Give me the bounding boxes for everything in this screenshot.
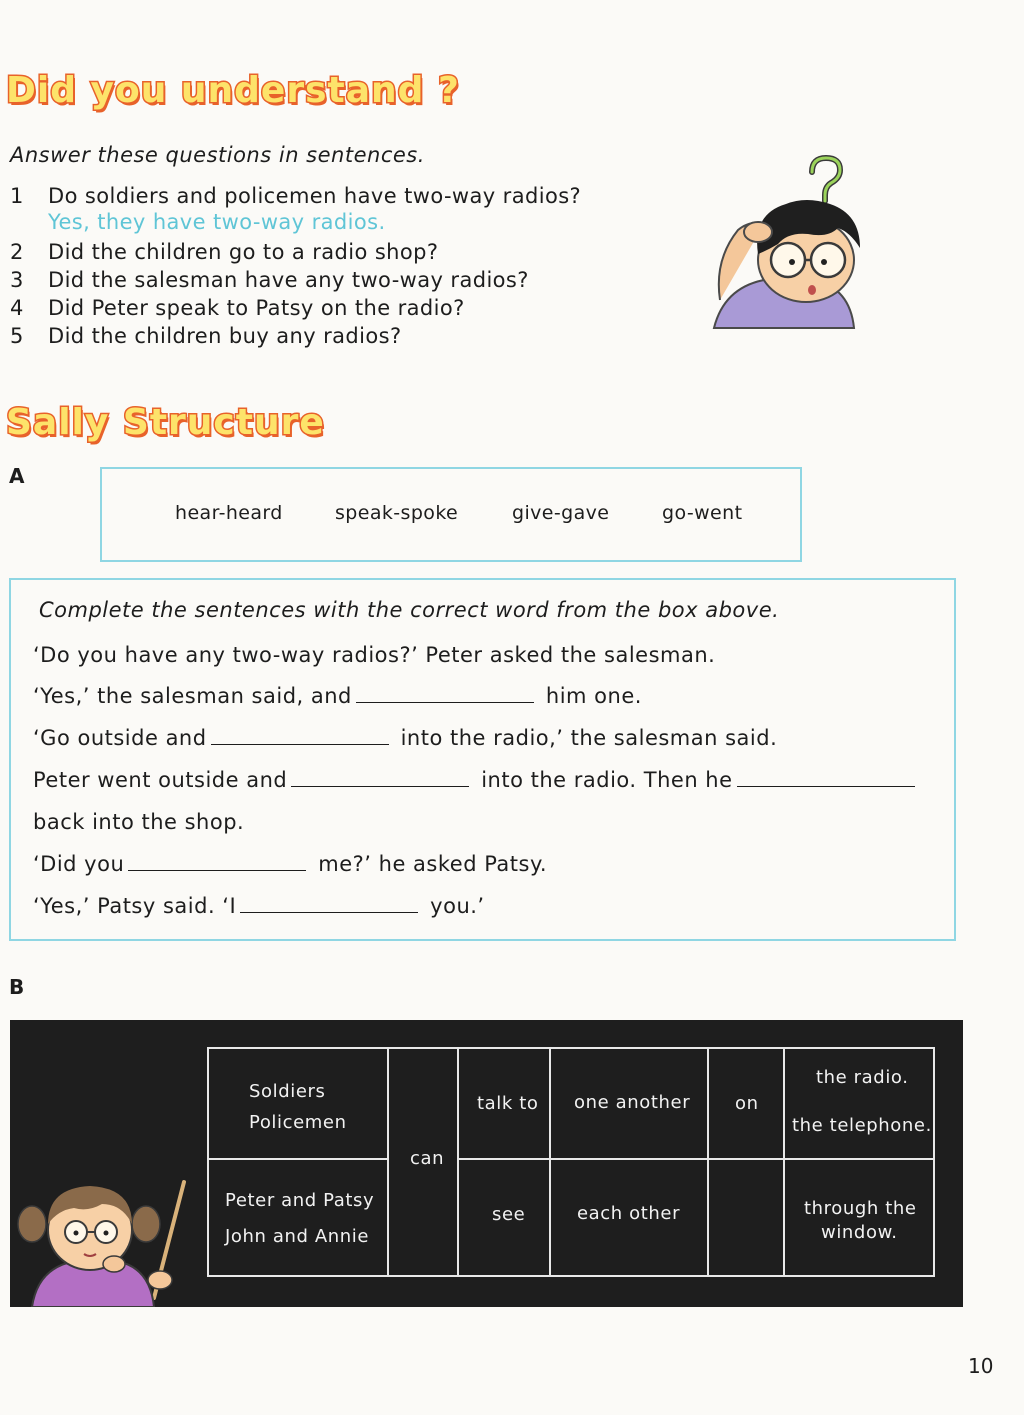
table-verb: talk to	[477, 1093, 539, 1114]
question-text: Did the salesman have any two-way radios?	[48, 268, 529, 292]
question-text: Did Peter speak to Patsy on the radio?	[48, 296, 465, 320]
line-text: Peter went outside and	[33, 768, 288, 792]
table-modal: can	[410, 1148, 445, 1169]
confused-boy-question-mark-icon	[700, 150, 880, 340]
line-text: ‘Did you	[33, 852, 125, 876]
section-heading-did-you-understand: Did you understand ?	[6, 70, 460, 111]
line-text: into the radio. Then he	[481, 768, 733, 792]
line-text: ‘Go outside and	[33, 726, 207, 750]
line-text: ‘Yes,’ Patsy said. ‘I	[33, 894, 237, 918]
line-text: back into the shop.	[33, 810, 245, 834]
question-item	[10, 266, 690, 294]
table-subject: Soldiers	[249, 1081, 326, 1102]
answer-blank[interactable]	[211, 727, 389, 745]
answer-blank[interactable]	[737, 769, 915, 787]
question-number: 2	[10, 240, 24, 264]
answer-blank[interactable]	[291, 769, 469, 787]
question-number: 5	[10, 324, 24, 348]
completion-exercise-box	[9, 578, 956, 941]
table-ending: the telephone.	[792, 1115, 932, 1136]
question-item	[10, 238, 690, 266]
question-number: 1	[10, 184, 24, 208]
line-text: you.’	[430, 894, 485, 918]
table-preposition: on	[735, 1093, 759, 1114]
section-heading-sally-structure: Sally Structure	[6, 402, 325, 443]
word-pair: give-gave	[512, 502, 610, 524]
question-number: 3	[10, 268, 24, 292]
page-number: 10	[968, 1354, 994, 1378]
answer-blank[interactable]	[356, 685, 534, 703]
exercise-line	[33, 726, 777, 750]
word-box	[100, 467, 802, 562]
line-text: ‘Do you have any two-way radios?’ Peter asked the salesman.	[33, 643, 716, 667]
exercise-line	[33, 684, 642, 708]
table-subject: Policemen	[249, 1112, 347, 1133]
exercise-label-b: B	[9, 975, 25, 999]
table-ending: through the	[804, 1198, 917, 1219]
line-text: me?’ he asked Patsy.	[318, 852, 548, 876]
line-text: into the radio,’ the salesman said.	[400, 726, 778, 750]
completion-instruction: Complete the sentences with the correct word from the box above.	[39, 598, 780, 622]
example-answer: Yes, they have two-way radios.	[48, 210, 386, 234]
exercise-line	[33, 810, 244, 834]
table-ending: window.	[821, 1222, 898, 1243]
question-text: Did the children go to a radio shop?	[48, 240, 439, 264]
question-number: 4	[10, 296, 24, 320]
question-item	[10, 182, 690, 210]
question-text: Did the children buy any radios?	[48, 324, 402, 348]
girl-with-pointer-icon	[14, 1168, 194, 1307]
word-pair: speak-spoke	[335, 502, 459, 524]
line-text: him one.	[545, 684, 642, 708]
questions-instruction: Answer these questions in sentences.	[10, 143, 425, 167]
exercise-line	[33, 852, 547, 876]
word-pair: hear-heard	[175, 502, 283, 524]
substitution-table-panel	[10, 1020, 963, 1307]
exercise-label-a: A	[9, 464, 25, 488]
question-text: Do soldiers and policemen have two-way radios?	[48, 184, 582, 208]
question-list	[10, 182, 690, 350]
question-item	[10, 322, 690, 350]
table-object: one another	[574, 1092, 691, 1113]
word-pair: go-went	[662, 502, 743, 524]
table-object: each other	[577, 1203, 681, 1224]
exercise-line	[33, 643, 715, 667]
line-text: ‘Yes,’ the salesman said, and	[33, 684, 352, 708]
table-ending: the radio.	[816, 1067, 909, 1088]
question-item	[10, 294, 690, 322]
table-subject: John and Annie	[225, 1226, 370, 1247]
answer-blank[interactable]	[128, 853, 306, 871]
table-subject: Peter and Patsy	[225, 1190, 375, 1211]
exercise-line	[33, 894, 485, 918]
exercise-line	[33, 768, 915, 792]
answer-blank[interactable]	[240, 895, 418, 913]
table-verb: see	[492, 1204, 526, 1225]
